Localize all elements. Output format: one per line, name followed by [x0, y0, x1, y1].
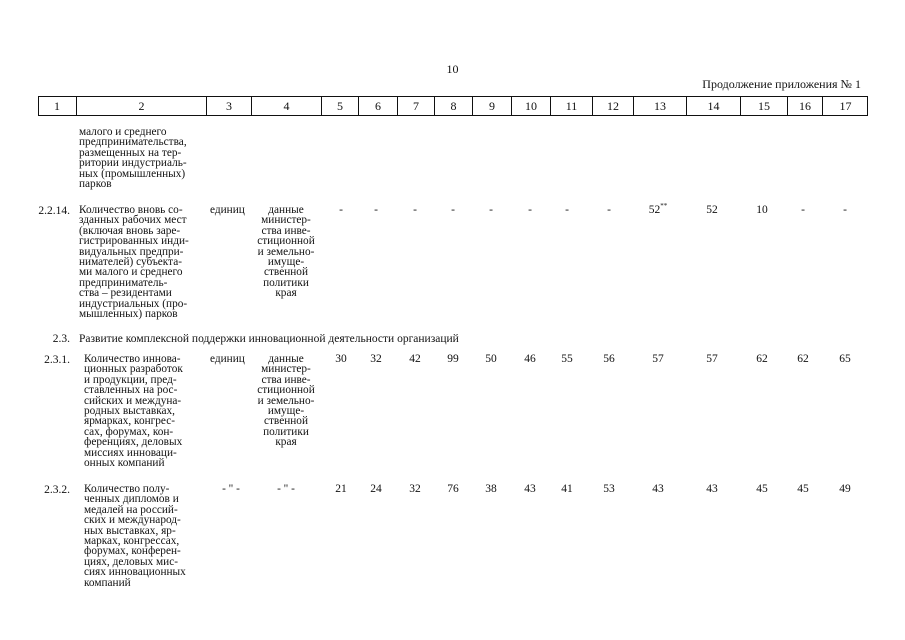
value-text: 41: [561, 483, 573, 495]
value-text: -: [607, 204, 611, 216]
value-text: -: [374, 204, 378, 216]
value-text: 49: [839, 483, 851, 495]
value-text: 38: [485, 483, 497, 495]
value-text: 57: [706, 353, 718, 365]
data-source: данные министер- ства инве- стиционной и земельно- имуще- ственной политики края: [257, 353, 315, 449]
value-col-14: [692, 483, 732, 495]
value-col-14: [692, 204, 732, 216]
value-col-8: [433, 204, 473, 216]
value-col-5: [321, 204, 361, 216]
value-col-15: [742, 204, 782, 216]
value-text: 50: [485, 353, 497, 365]
value-col-16: [783, 204, 823, 216]
indicator-name: Количество вновь со- зданных рабочих мест (включая вновь заре- гистрированных инди- видуальных предпри- нимателей) субъекта- ми малого и среднего предприниматель- ства – резидентами индустриальных (про- мышленных) парков: [79, 204, 189, 321]
value-col-13: [638, 204, 678, 216]
value-text: -: [451, 204, 455, 216]
value-text: -: [413, 204, 417, 216]
value-col-6: [356, 204, 396, 216]
column-header-9: 9: [472, 97, 511, 115]
column-header-14: 14: [686, 97, 740, 115]
row-code: 2.2.14.: [38, 205, 70, 217]
indicator-name: Количество иннова- ционных разработок и продукции, пред- ставленных на рос- сийских и междуна- родных выставках, ярмарках, конгрес- сах, форумах, кон- ференциях, деловых миссиях инноваци- онных компаний: [84, 353, 183, 470]
value-text: 42: [409, 353, 421, 365]
value-text: 65: [839, 353, 851, 365]
column-header-10: 10: [511, 97, 550, 115]
value-text: 99: [447, 353, 459, 365]
value-col-11: [547, 483, 587, 495]
value-text: 52: [648, 204, 661, 216]
appendix-caption: Продолжение приложения № 1: [702, 77, 861, 91]
value-col-8: [433, 353, 473, 365]
value-text: -: [489, 204, 493, 216]
value-col-13: [638, 353, 678, 365]
footnote-mark: **: [660, 202, 668, 211]
column-header-2: 2: [76, 97, 206, 115]
value-col-17: [825, 204, 865, 216]
page-number: 10: [446, 62, 459, 76]
value-col-12: [589, 204, 629, 216]
value-text: 21: [335, 483, 347, 495]
row-code: 2.3.2.: [44, 484, 70, 496]
value-col-16: [783, 483, 823, 495]
value-text: 52: [706, 204, 718, 216]
value-col-10: [510, 353, 550, 365]
value-text: 32: [409, 483, 421, 495]
column-header-12: 12: [592, 97, 633, 115]
value-text: 32: [370, 353, 382, 365]
value-text: 24: [370, 483, 382, 495]
data-source: - " -: [277, 483, 295, 495]
column-header-6: 6: [358, 97, 397, 115]
indicator-name: Количество полу- ченных дипломов и медалей на россий- ских и международ- ных выставках, яр- марках, конгрессах, форумах, конферен- циях, деловых мис- сиях инновационных компаний: [84, 483, 186, 589]
row-code: 2.3.1.: [44, 354, 70, 366]
value-col-9: [471, 483, 511, 495]
value-text: 76: [447, 483, 459, 495]
value-col-15: [742, 353, 782, 365]
value-text: 43: [652, 483, 664, 495]
unit-of-measure: - " -: [222, 483, 240, 495]
value-col-11: [547, 353, 587, 365]
value-text: 30: [335, 353, 347, 365]
column-header-8: 8: [434, 97, 472, 115]
value-col-5: [321, 483, 361, 495]
value-col-11: [547, 204, 587, 216]
value-col-9: [471, 353, 511, 365]
value-text: -: [565, 204, 569, 216]
unit-of-measure: единиц: [210, 204, 245, 216]
column-header-3: 3: [206, 97, 251, 115]
value-col-10: [510, 204, 550, 216]
row-code: 2.3.: [52, 333, 70, 345]
value-text: 45: [797, 483, 809, 495]
value-text: 43: [524, 483, 536, 495]
value-text: 62: [797, 353, 809, 365]
value-text: 45: [756, 483, 768, 495]
value-col-12: [589, 353, 629, 365]
value-col-12: [589, 483, 629, 495]
value-col-7: [395, 353, 435, 365]
column-header-1: 1: [54, 99, 60, 113]
column-header-11: 11: [550, 97, 592, 115]
column-header-5: 5: [321, 97, 358, 115]
column-header-17: 17: [822, 97, 868, 115]
value-col-13: [638, 483, 678, 495]
value-text: -: [528, 204, 532, 216]
value-col-6: [356, 353, 396, 365]
value-col-5: [321, 353, 361, 365]
value-text: 56: [603, 353, 615, 365]
column-header-15: 15: [740, 97, 787, 115]
value-text: -: [801, 204, 805, 216]
unit-of-measure: единиц: [210, 353, 245, 365]
value-text: -: [843, 204, 847, 216]
value-text: 55: [561, 353, 573, 365]
value-col-16: [783, 353, 823, 365]
indicator-name: малого и среднего предпринимательства, размещенных на тер- ритории индустриаль- ных (промышленных) парков: [79, 126, 187, 191]
column-header-13: 13: [633, 97, 686, 115]
value-col-6: [356, 483, 396, 495]
table-header-row: [38, 96, 868, 116]
column-header-16: 16: [787, 97, 822, 115]
value-text: 53: [603, 483, 615, 495]
value-text: 46: [524, 353, 536, 365]
value-text: 43: [706, 483, 718, 495]
value-col-10: [510, 483, 550, 495]
value-col-15: [742, 483, 782, 495]
value-col-7: [395, 483, 435, 495]
value-text: 10: [756, 204, 768, 216]
value-col-17: [825, 353, 865, 365]
data-source: данные министер- ства инве- стиционной и земельно- имуще- ственной политики края: [257, 204, 315, 300]
section-title: Развитие комплексной поддержки инновационной деятельности организаций: [79, 333, 459, 345]
value-text: -: [339, 204, 343, 216]
value-col-7: [395, 204, 435, 216]
value-col-8: [433, 483, 473, 495]
value-text: 57: [652, 353, 664, 365]
value-text: 62: [756, 353, 768, 365]
value-col-9: [471, 204, 511, 216]
column-header-4: 4: [251, 97, 321, 115]
value-col-14: [692, 353, 732, 365]
column-header-7: 7: [397, 97, 434, 115]
value-col-17: [825, 483, 865, 495]
